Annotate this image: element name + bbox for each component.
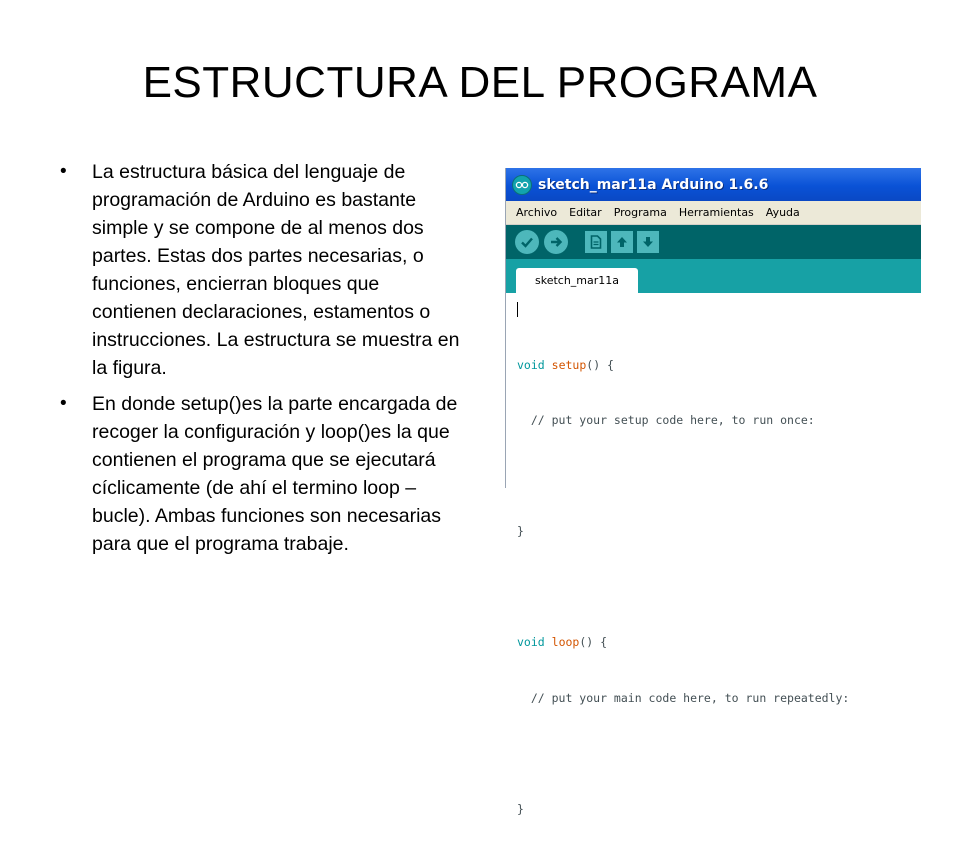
tab-sketch[interactable]: sketch_mar11a bbox=[516, 268, 638, 293]
code-line bbox=[517, 356, 921, 375]
toolbar bbox=[506, 225, 921, 259]
arduino-ide-screenshot bbox=[505, 168, 921, 816]
bullet-item bbox=[60, 390, 468, 558]
keyword-void: void bbox=[517, 357, 545, 372]
arduino-logo-icon bbox=[512, 175, 532, 195]
code-comment: // put your setup code here, to run once: bbox=[517, 413, 815, 427]
code-blank bbox=[517, 578, 921, 597]
menu-item-ayuda[interactable]: Ayuda bbox=[765, 206, 800, 219]
verify-icon[interactable] bbox=[515, 230, 539, 254]
code-punct: () { bbox=[579, 635, 608, 649]
bullet-dot: • bbox=[60, 393, 67, 414]
code-comment: // put your main code here, to run repeatedly: bbox=[517, 690, 850, 705]
menu-item-archivo[interactable]: Archivo bbox=[516, 206, 558, 219]
bullet-dot: • bbox=[60, 161, 67, 182]
bullet-text: En donde setup()es la parte encargada de recoger la configuración y loop()es la que contienen el programa que se ejecutará cíclicamente (de ahí el termino loop – bucle). Ambas funciones son necesarias para que el programa trabaje. bbox=[92, 393, 458, 555]
menu-item-herramientas[interactable]: Herramientas bbox=[678, 206, 754, 219]
menu-item-programa[interactable]: Programa bbox=[613, 206, 667, 219]
tab-strip bbox=[506, 259, 921, 293]
ide-titlebar bbox=[506, 168, 921, 201]
code-punct: () { bbox=[586, 357, 614, 372]
code-editor[interactable] bbox=[506, 293, 921, 855]
menu-bar bbox=[506, 201, 921, 225]
bullet-item bbox=[60, 158, 468, 382]
function-setup: setup bbox=[551, 357, 587, 372]
code-brace: } bbox=[517, 524, 524, 538]
code-brace: } bbox=[517, 801, 524, 816]
function-loop: loop bbox=[551, 635, 580, 649]
keyword-void: void bbox=[517, 635, 545, 649]
bullet-list bbox=[60, 158, 468, 566]
bullet-text: La estructura básica del lenguaje de programación de Arduino es bastante simple y se compone de al menos dos partes. Estas dos partes necesarias, o funciones, encierran bloques que contienen declaraciones, estamentos o instrucciones. La estructura se muestra en la figura. bbox=[92, 161, 460, 379]
text-caret bbox=[517, 302, 518, 317]
upload-icon[interactable] bbox=[544, 230, 568, 254]
open-icon[interactable] bbox=[611, 231, 633, 253]
window-title: sketch_mar11a Arduino 1.6.6 bbox=[538, 176, 769, 193]
new-icon[interactable] bbox=[585, 231, 607, 253]
menu-item-editar[interactable]: Editar bbox=[569, 206, 602, 219]
code-line bbox=[517, 633, 921, 652]
code-blank bbox=[517, 744, 921, 763]
slide-title: ESTRUCTURA DEL PROGRAMA bbox=[142, 58, 818, 107]
code-blank bbox=[517, 467, 921, 486]
save-icon[interactable] bbox=[637, 231, 659, 253]
